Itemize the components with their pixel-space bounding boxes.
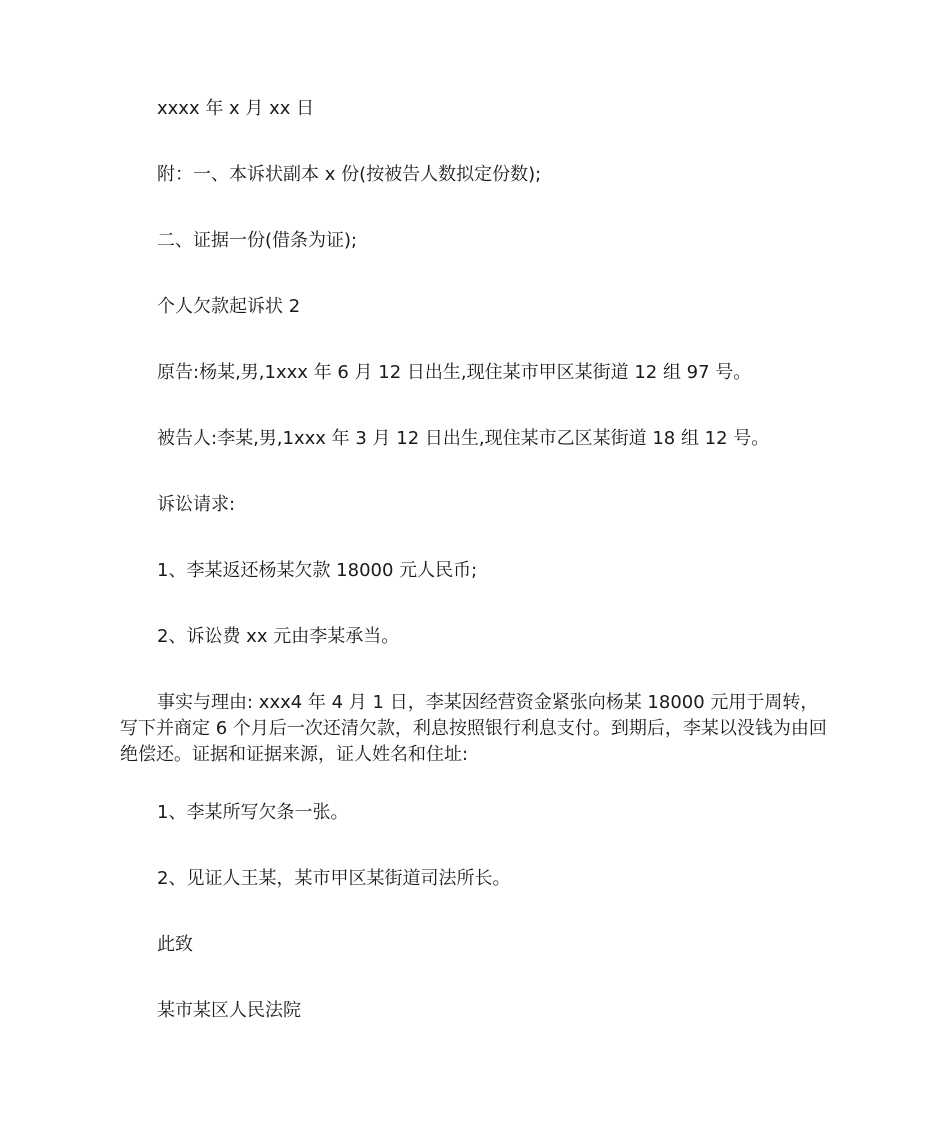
claim-item-1: 1、李某返还杨某欠款 18000 元人民币; (157, 560, 478, 581)
attachment-copies: 附：一、本诉状副本 x 份(按被告人数拟定份数); (157, 164, 542, 185)
attachment-evidence: 二、证据一份(借条为证); (157, 230, 358, 251)
date-line: xxxx 年 x 月 xx 日 (157, 98, 315, 119)
section-heading: 个人欠款起诉状 2 (157, 296, 301, 317)
court-name: 某市某区人民法院 (157, 1000, 301, 1021)
salutation: 此致 (157, 934, 193, 955)
evidence-item-1: 1、李某所写欠条一张。 (157, 802, 349, 823)
facts-and-reasons: 事实与理由: xxx4 年 4 月 1 日，李某因经营资金紧张向杨某 18000 元用于周转，写下并商定 6 个月后一次还清欠款，利息按照银行利息支付。到期后，李某以没钱为由回绝偿还。证据和证据来源，证人姓名和住址: (120, 692, 827, 765)
plaintiff-line: 原告:杨某,男,1xxx 年 6 月 12 日出生,现住某市甲区某街道 12 组 97 号。 (157, 362, 752, 383)
evidence-item-2: 2、见证人王某，某市甲区某街道司法所长。 (157, 868, 511, 889)
claim-item-2: 2、诉讼费 xx 元由李某承当。 (157, 626, 400, 647)
claims-heading: 诉讼请求: (157, 494, 236, 515)
defendant-line: 被告人:李某,男,1xxx 年 3 月 12 日出生,现住某市乙区某街道 18 组 12 号。 (157, 428, 770, 449)
